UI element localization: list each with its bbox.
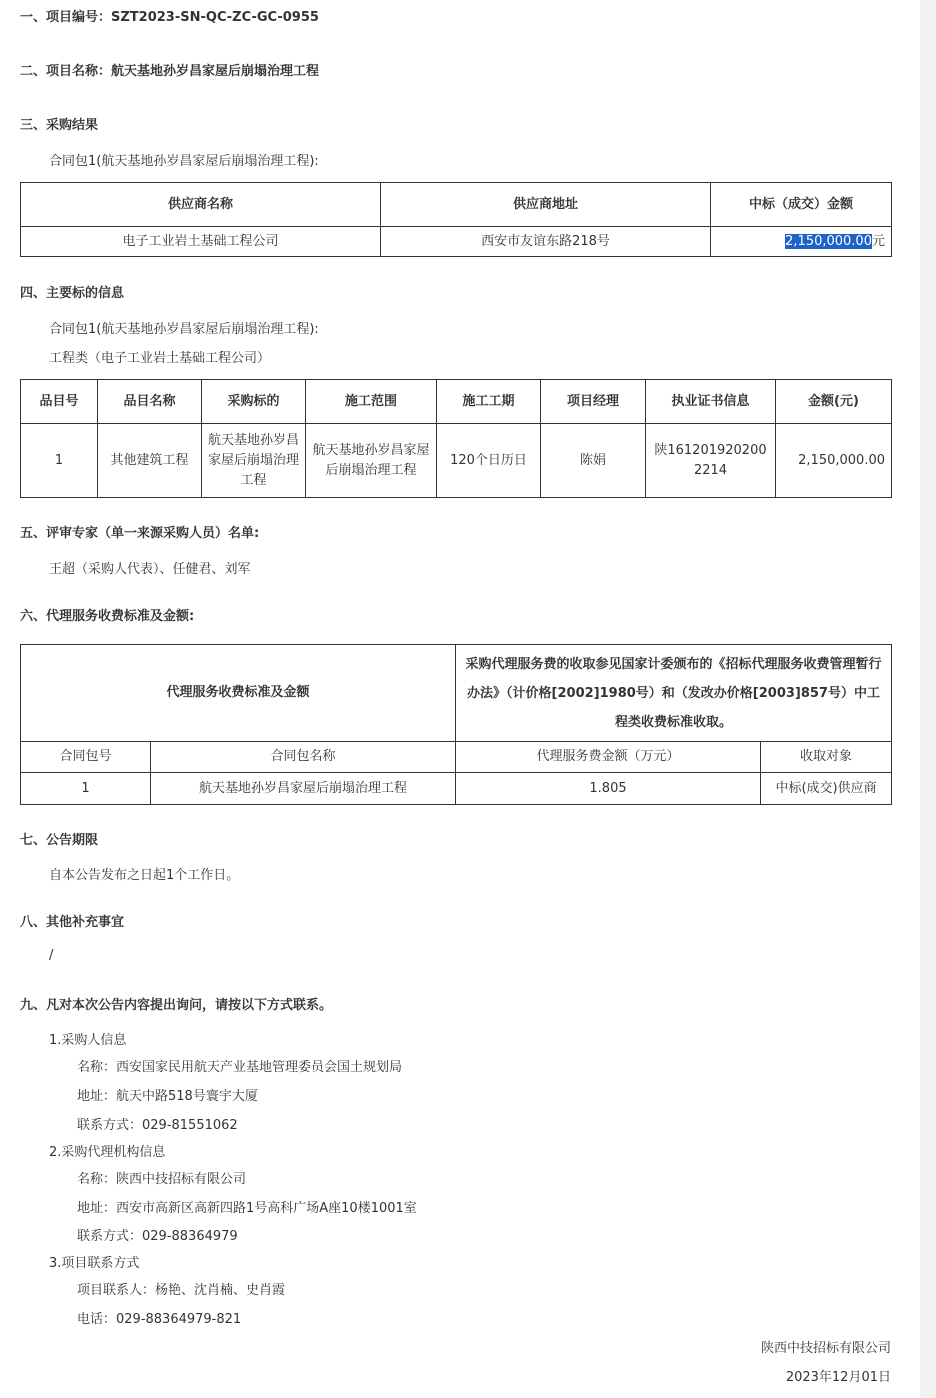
fee-header-package-no: 合同包号 xyxy=(21,742,151,773)
subject-header-target: 采购标的 xyxy=(202,380,306,424)
section-experts: 五、评审专家（单一来源采购人员）名单: xyxy=(20,526,260,541)
subject-header-certificate: 执业证书信息 xyxy=(646,380,776,424)
subject-package-label: 合同包1(航天基地孙岁昌家屋后崩塌治理工程): xyxy=(49,322,319,337)
section-notice-period: 七、公告期限 xyxy=(20,833,99,848)
other-matters-text: / xyxy=(49,948,54,963)
table-row xyxy=(21,424,892,498)
subject-header-period: 施工工期 xyxy=(437,380,541,424)
subject-header-item-name: 品目名称 xyxy=(98,380,202,424)
result-supplier-name: 电子工业岩土基础工程公司 xyxy=(21,227,381,257)
agency-name: 名称：陕西中技招标有限公司 xyxy=(77,1172,247,1187)
project-name xyxy=(20,60,319,79)
notice-period-text: 自本公告发布之日起1个工作日。 xyxy=(49,868,240,883)
project-number-label: 一、项目编号： xyxy=(20,10,112,25)
subject-header-scope: 施工范围 xyxy=(306,380,437,424)
table-row xyxy=(21,227,892,257)
fee-standard-label: 代理服务收费标准及金额 xyxy=(21,645,456,742)
project-contact-person: 项目联系人：杨艳、沈肖楠、史肖霞 xyxy=(77,1283,286,1298)
result-supplier-address: 西安市友谊东路218号 xyxy=(381,227,711,257)
result-header-supplier-address: 供应商地址 xyxy=(381,183,711,227)
result-header-supplier-name: 供应商名称 xyxy=(21,183,381,227)
fee-header-amount: 代理服务费金额（万元） xyxy=(456,742,761,773)
purchaser-title: 1.采购人信息 xyxy=(49,1033,127,1048)
project-number xyxy=(20,6,319,25)
subject-amount: 2,150,000.00 xyxy=(776,424,892,498)
fee-table xyxy=(20,644,892,805)
subject-category: 工程类（电子工业岩土基础工程公司） xyxy=(49,351,271,366)
subject-certificate: 陕1612019202002214 xyxy=(646,424,776,498)
fee-payer: 中标(成交)供应商 xyxy=(761,773,892,805)
fee-standard-text: 采购代理服务费的收取参见国家计委颁布的《招标代理服务收费管理暂行办法》（计价格[2002]1980号）和（发改办价格[2003]857号）中工程类收费标准收取。 xyxy=(456,645,892,742)
subject-period: 120个日历日 xyxy=(437,424,541,498)
section-main-subject: 四、主要标的信息 xyxy=(20,286,125,301)
agency-title: 2.采购代理机构信息 xyxy=(49,1145,166,1160)
fee-package-name: 航天基地孙岁昌家屋后崩塌治理工程 xyxy=(151,773,456,805)
footer-company: 陕西中技招标有限公司 xyxy=(760,1341,891,1356)
purchaser-name: 名称：西安国家民用航天产业基地管理委员会国土规划局 xyxy=(77,1060,403,1075)
subject-target: 航天基地孙岁昌家屋后崩塌治理工程 xyxy=(202,424,306,498)
subject-item-name: 其他建筑工程 xyxy=(98,424,202,498)
section-contact: 九、凡对本次公告内容提出询问，请按以下方式联系。 xyxy=(20,998,333,1013)
project-name-value: 航天基地孙岁昌家屋后崩塌治理工程 xyxy=(111,64,320,79)
result-table xyxy=(20,182,892,257)
result-amount-unit: 元 xyxy=(871,233,885,249)
purchaser-contact: 联系方式：029-81551062 xyxy=(77,1118,238,1133)
scrollbar[interactable] xyxy=(920,0,936,1398)
project-name-label: 二、项目名称： xyxy=(20,64,112,79)
subject-manager: 陈娟 xyxy=(541,424,646,498)
section-other-matters: 八、其他补充事宜 xyxy=(20,915,125,930)
agency-contact: 联系方式：029-88364979 xyxy=(77,1229,238,1244)
fee-package-no: 1 xyxy=(21,773,151,805)
project-contact-title: 3.项目联系方式 xyxy=(49,1256,140,1271)
subject-item-no: 1 xyxy=(21,424,98,498)
purchaser-address: 地址：航天中路518号寰宇大厦 xyxy=(77,1089,258,1104)
subject-header-item-no: 品目号 xyxy=(21,380,98,424)
subject-header-amount: 金额(元) xyxy=(776,380,892,424)
agency-address: 地址：西安市高新区高新四路1号高科广场A座10楼1001室 xyxy=(77,1201,417,1216)
footer-date: 2023年12月01日 xyxy=(785,1370,891,1385)
section-procurement-result: 三、采购结果 xyxy=(20,118,99,133)
result-amount-cell xyxy=(711,227,892,257)
section-agency-fee: 六、代理服务收费标准及金额: xyxy=(20,609,195,624)
experts-list: 王超（采购人代表）、任健君、刘军 xyxy=(49,562,251,577)
result-package-label: 合同包1(航天基地孙岁昌家屋后崩塌治理工程): xyxy=(49,154,319,169)
project-contact-phone: 电话：029-88364979-821 xyxy=(77,1312,242,1327)
project-number-value: SZT2023-SN-QC-ZC-GC-0955 xyxy=(111,10,319,25)
result-header-amount: 中标（成交）金额 xyxy=(711,183,892,227)
subject-header-manager: 项目经理 xyxy=(541,380,646,424)
fee-amount: 1.805 xyxy=(456,773,761,805)
fee-header-package-name: 合同包名称 xyxy=(151,742,456,773)
subject-table xyxy=(20,379,892,498)
result-amount[interactable]: 2,150,000.00 xyxy=(785,233,872,249)
table-row xyxy=(21,773,892,805)
subject-scope: 航天基地孙岁昌家屋后崩塌治理工程 xyxy=(306,424,437,498)
fee-header-payer: 收取对象 xyxy=(761,742,892,773)
